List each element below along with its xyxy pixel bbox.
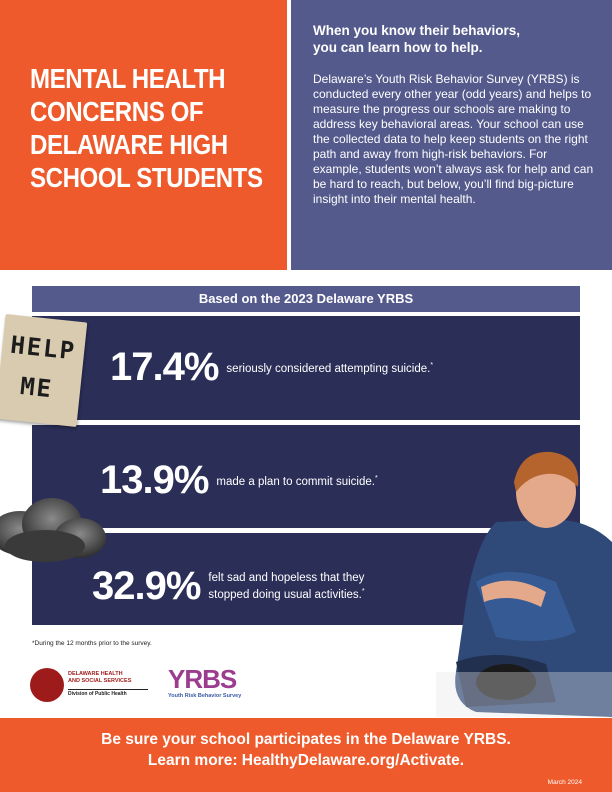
- stat-value: 32.9%: [92, 564, 201, 608]
- help-note-word-1: HELP: [9, 330, 78, 366]
- intro-subhead-line-1: When you know their behaviors,: [313, 23, 521, 38]
- intro-subhead-line-2: you can learn how to help.: [313, 40, 483, 55]
- dhss-name-line-2: AND SOCIAL SERVICES: [68, 677, 132, 684]
- stat-description-line-2: stopped doing usual activities.: [208, 588, 362, 601]
- yrbs-logo: [168, 665, 268, 705]
- footer-link-text: Learn more: HealthyDelaware.org/Activate.: [147, 752, 465, 769]
- footer-banner: [0, 718, 612, 792]
- stat-value: 17.4%: [110, 345, 219, 389]
- footnote-mark: *: [374, 475, 378, 483]
- yrbs-tagline: Youth Risk Behavior Survey: [168, 693, 242, 699]
- footnote-mark: *: [430, 362, 434, 370]
- dhss-name: [68, 671, 131, 684]
- footer-line-1: Be sure your school participates in the Delaware YRBS.: [101, 731, 511, 748]
- stat-description-text: made a plan to commit suicide.: [216, 475, 375, 488]
- stat-row-3: [92, 564, 365, 609]
- footnote-mark: *: [361, 588, 365, 596]
- dhss-seal-icon: [30, 668, 64, 702]
- stat-description-text: seriously considered attempting suicide.: [226, 362, 431, 375]
- stat-description: [208, 571, 364, 602]
- footer-cta: [0, 718, 612, 771]
- stat-description-line-1: felt sad and hopeless that they: [208, 572, 365, 585]
- intro-body: Delaware’s Youth Risk Behavior Survey (YRBS) is conducted every other year (odd years) and helps to measure the progress our schools are making to address key behavioral areas. Your school can use the collected data to help keep students on the right path and away from high-risk behaviors. For example, students won’t always ask for help and can be hard to reach, but below, you’ll find big-picture insight into their mental health.: [313, 72, 594, 206]
- stat-row-1: [110, 345, 433, 390]
- help-me-note-image: [0, 314, 87, 427]
- help-note-word-2: ME: [18, 371, 55, 404]
- stats-header: Based on the 2023 Delaware YRBS: [32, 286, 580, 312]
- dhss-division: Division of Public Health: [68, 689, 148, 697]
- hero-intro-panel: [291, 0, 612, 270]
- yrbs-wordmark: YRBS: [168, 664, 237, 694]
- publication-date: March 2024: [547, 779, 582, 786]
- stat-description: [216, 472, 377, 489]
- stat-description: [226, 359, 433, 376]
- stat-value: 13.9%: [100, 458, 209, 502]
- stat-row-2: [100, 458, 378, 503]
- hero-title-panel: [0, 0, 287, 270]
- storm-cloud-image: [0, 488, 110, 568]
- dhss-logo: [30, 668, 160, 702]
- page-title: MENTAL HEALTH CONCERNS OF DELAWARE HIGH SCHOOL STUDENTS: [30, 63, 263, 193]
- dhss-name-line-1: DELAWARE HEALTH: [68, 671, 123, 677]
- sad-boy-photo: [436, 432, 612, 717]
- intro-subhead: [313, 22, 594, 56]
- stats-footnote: *During the 12 months prior to the survey.: [32, 640, 152, 647]
